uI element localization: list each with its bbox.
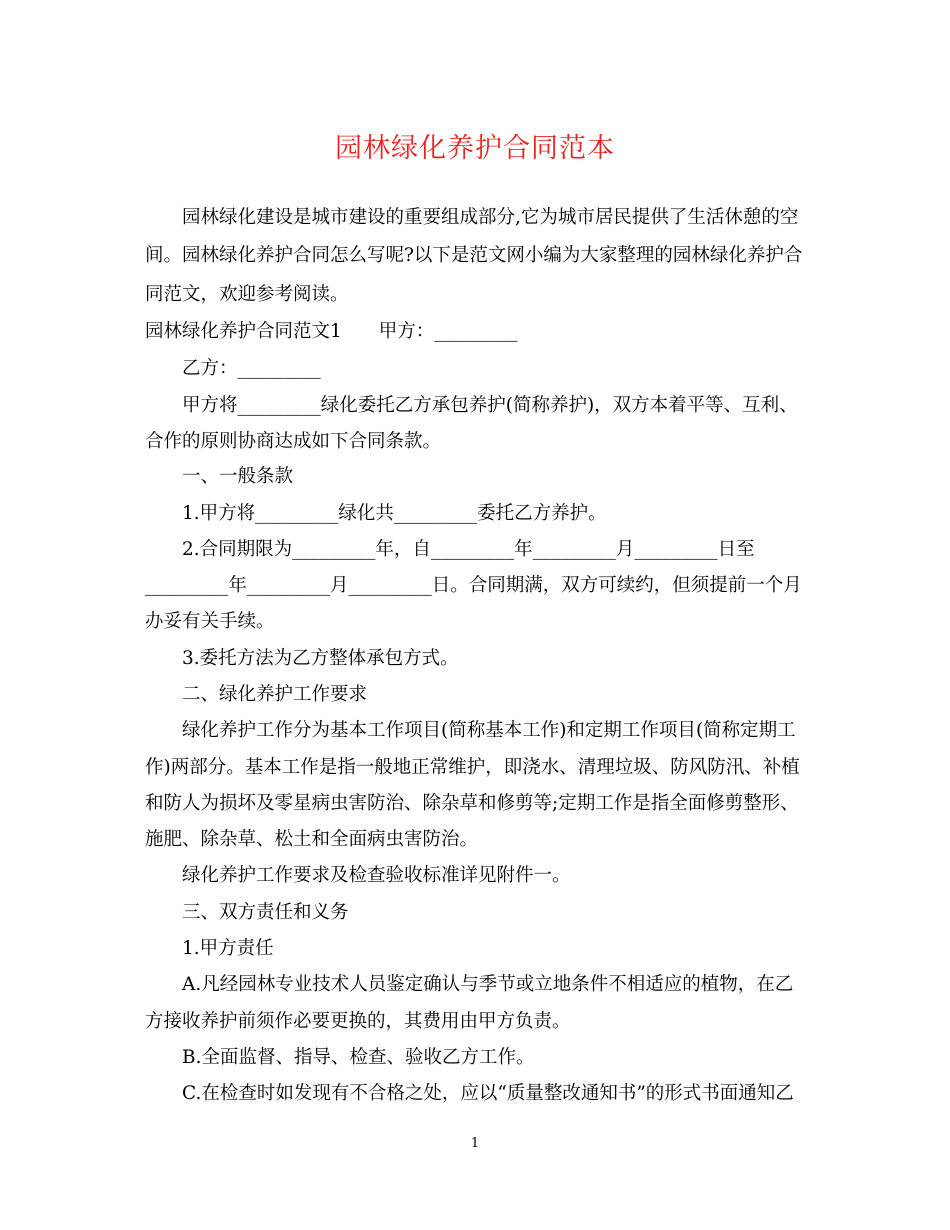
paragraph-line: 1.甲方责任 bbox=[182, 938, 274, 959]
paragraph-line: 间。园林绿化养护合同怎么写呢?以下是范文网小编为大家整理的园林绿化养护合 bbox=[145, 245, 803, 266]
paragraph-line: 合作的原则协商达成如下合同条款。 bbox=[145, 431, 442, 452]
paragraph-line: 施肥、除杂草、松土和全面病虫害防治。 bbox=[145, 829, 479, 850]
paragraph-line: 方接收养护前须作必要更换的，其费用由甲方负责。 bbox=[145, 1011, 571, 1032]
paragraph-line: 乙方：_________ bbox=[182, 358, 321, 379]
section-heading: 一、一般条款 bbox=[182, 466, 294, 487]
paragraph-line: 甲方将_________绿化委托乙方承包养护(简称养护)，双方本着平等、互利、 bbox=[182, 395, 798, 416]
paragraph-line: 2.合同期限为_________年，自_________年_________月_________日至 bbox=[182, 539, 755, 560]
paragraph-line: 绿化养护工作要求及检查验收标准详见附件一。 bbox=[182, 865, 571, 886]
page-number: 1 bbox=[470, 1136, 480, 1151]
paragraph-line: 1.甲方将_________绿化共_________委托乙方养护。 bbox=[182, 503, 607, 524]
paragraph-line: 3.委托方法为乙方整体承包方式。 bbox=[182, 648, 459, 669]
paragraph-line: B.全面监督、指导、检查、验收乙方工作。 bbox=[182, 1047, 535, 1068]
document-title: 园林绿化养护合同范本 bbox=[335, 133, 615, 164]
section-heading: 三、双方责任和义务 bbox=[182, 902, 349, 923]
paragraph-line: 同范文，欢迎参考阅读。 bbox=[145, 284, 349, 305]
paragraph-line: 办妥有关手续。 bbox=[145, 611, 275, 632]
paragraph-line: 作)两部分。基本工作是指一般地正常维护，即浇水、清理垃圾、防风防汛、补植 bbox=[145, 757, 800, 778]
paragraph-line: C.在检查时如发现有不合格之处，应以“质量整改通知书”的形式书面通知乙 bbox=[182, 1083, 794, 1104]
paragraph-line: 和防人为损坏及零星病虫害防治、除杂草和修剪等;定期工作是指全面修剪整形、 bbox=[145, 793, 799, 814]
paragraph-line: _________年_________月_________日。合同期满，双方可续约，但须提前一个月 bbox=[145, 575, 802, 596]
paragraph-line: 园林绿化建设是城市建设的重要组成部分,它为城市居民提供了生活休憩的空 bbox=[182, 207, 799, 228]
paragraph-line: 绿化养护工作分为基本工作项目(简称基本工作)和定期工作项目(简称定期工 bbox=[182, 720, 796, 741]
section-heading: 二、绿化养护工作要求 bbox=[182, 684, 368, 705]
paragraph-line: 园林绿化养护合同范文1 甲方：_________ bbox=[145, 321, 518, 342]
paragraph-line: A.凡经园林专业技术人员鉴定确认与季节或立地条件不相适应的植物，在乙 bbox=[182, 974, 794, 995]
